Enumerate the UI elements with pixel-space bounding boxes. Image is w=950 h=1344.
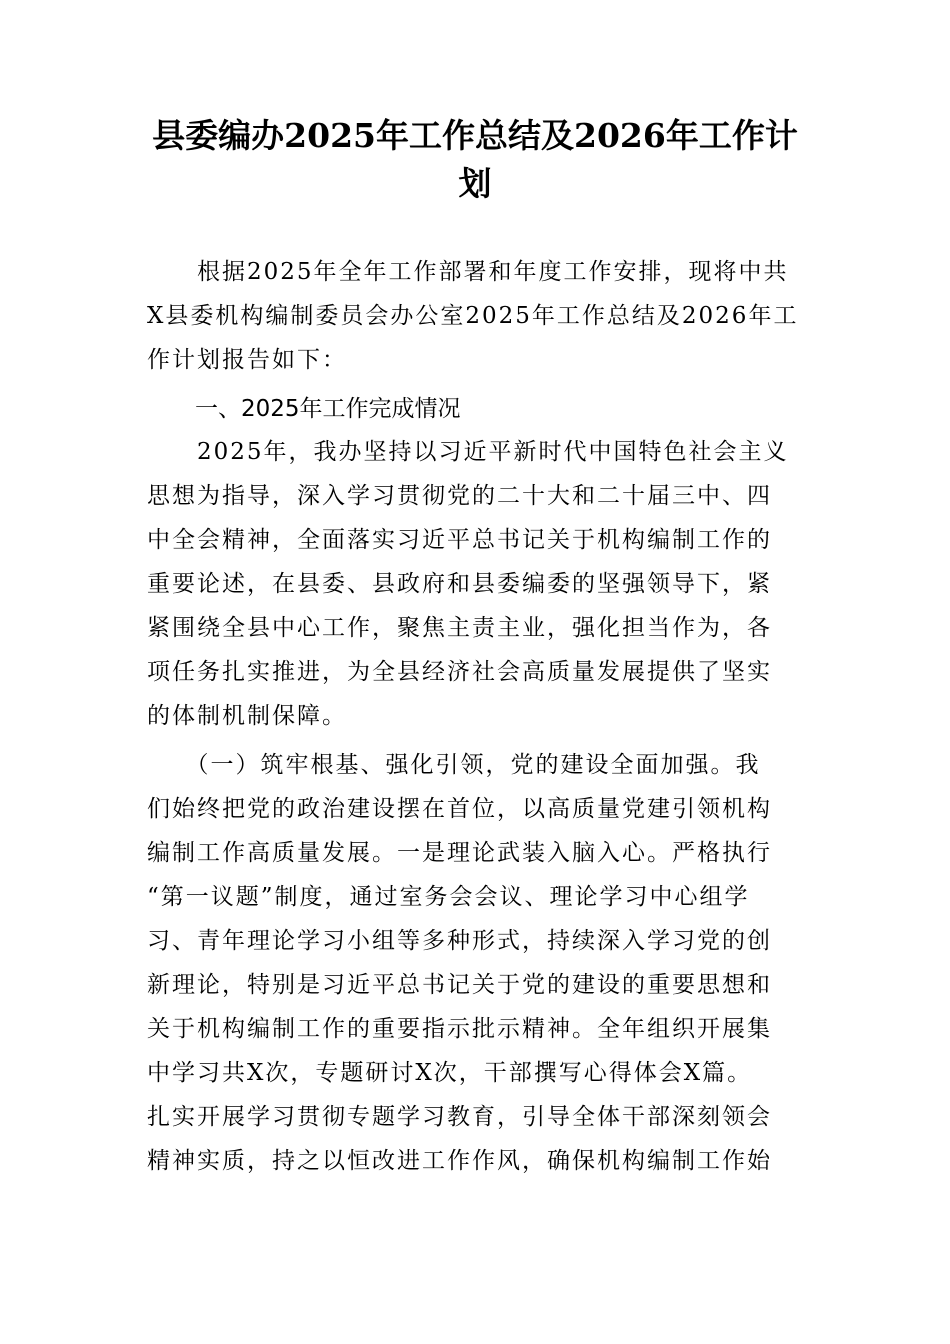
text-line: 们始终把党的政治建设摆在首位，以高质量党建引领机构 xyxy=(147,796,772,822)
subsection1-paragraph xyxy=(147,743,807,1183)
text-line: “第一议题”制度，通过室务会会议、理论学习中心组学 xyxy=(147,884,750,910)
text-line: 项任务扎实推进，为全县经济社会高质量发展提供了坚实 xyxy=(147,659,772,685)
text-line: 中学习共X次，专题研讨X次，干部撰写心得体会X篇。 xyxy=(147,1060,753,1086)
text-line: 中全会精神，全面落实习近平总书记关于机构编制工作的 xyxy=(147,527,772,553)
section-heading: 一、2025年工作完成情况 xyxy=(195,396,461,422)
text-line: 习、青年理论学习小组等多种形式，持续深入学习党的创 xyxy=(147,928,772,954)
intro-paragraph xyxy=(147,250,807,382)
text-line: 编制工作高质量发展。一是理论武装入脑入心。严格执行 xyxy=(147,840,772,866)
text-line: 根据2025年全年工作部署和年度工作安排，现将中共 xyxy=(147,259,789,285)
section1-paragraph xyxy=(147,430,807,738)
text-line: X县委机构编制委员会办公室2025年工作总结及2026年工 xyxy=(147,303,799,329)
text-line: 新理论，特别是习近平总书记关于党的建设的重要思想和 xyxy=(147,972,772,998)
text-line: 2025年，我办坚持以习近平新时代中国特色社会主义 xyxy=(147,439,789,465)
text-line: 关于机构编制工作的重要指示批示精神。全年组织开展集 xyxy=(147,1016,772,1042)
title-line-1: 县委编办2025年工作总结及2026年工作计 xyxy=(152,116,798,155)
text-line: 重要论述，在县委、县政府和县委编委的坚强领导下，紧 xyxy=(147,571,772,597)
page-title xyxy=(140,112,810,208)
text-line: （一）筑牢根基、强化引领，党的建设全面加强。我 xyxy=(147,752,761,778)
text-line: 扎实开展学习贯彻专题学习教育，引导全体干部深刻领会 xyxy=(147,1104,772,1130)
title-line-2: 划 xyxy=(458,164,492,203)
text-line: 作计划报告如下： xyxy=(147,347,347,373)
text-line: 思想为指导，深入学习贯彻党的二十大和二十届三中、四 xyxy=(147,483,772,509)
text-line: 精神实质，持之以恒改进工作作风，确保机构编制工作始 xyxy=(147,1148,772,1174)
text-line: 紧围绕全县中心工作，聚焦主责主业，强化担当作为，各 xyxy=(147,615,772,641)
text-line: 的体制机制保障。 xyxy=(147,703,347,729)
